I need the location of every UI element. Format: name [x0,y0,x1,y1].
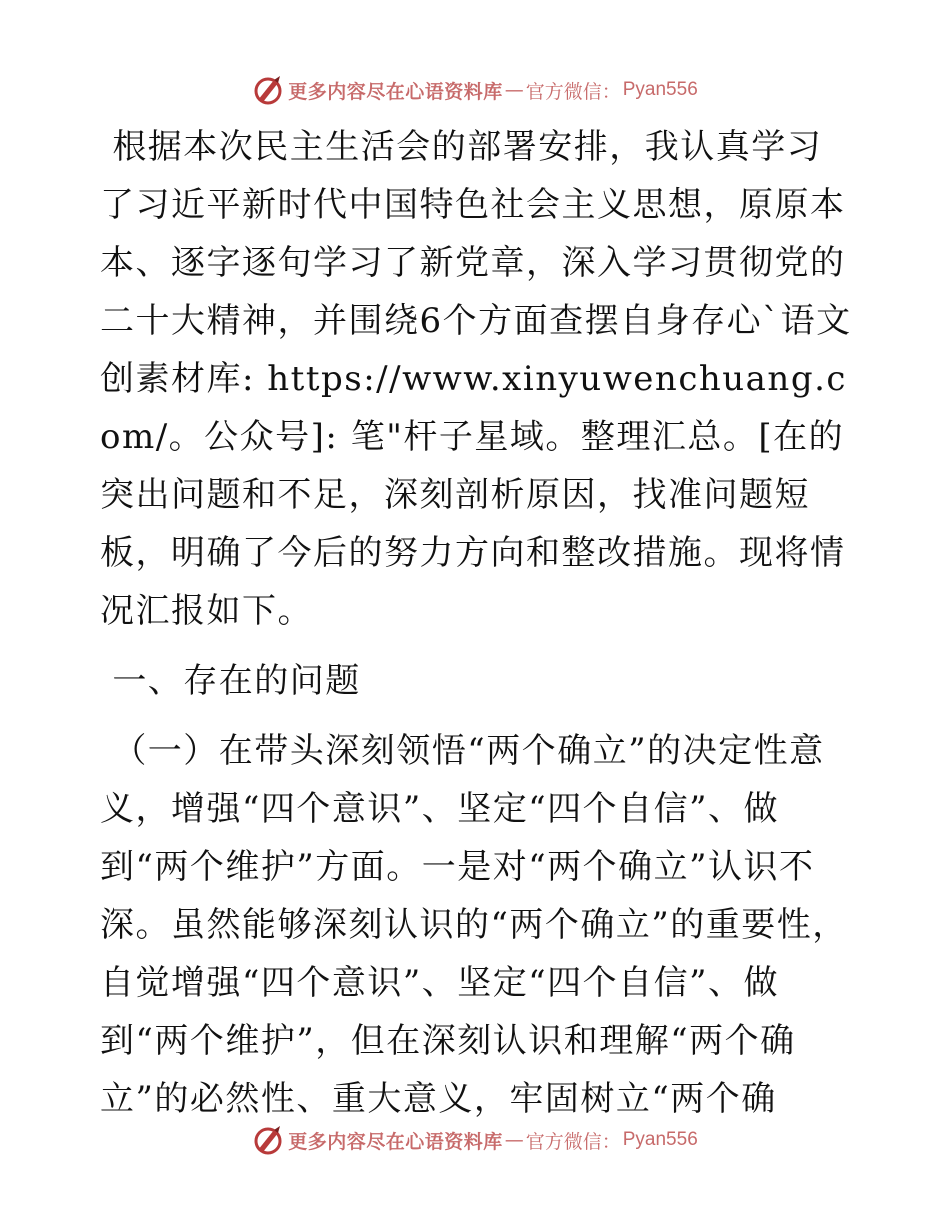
document-body [100,118,852,1128]
banner-text: 更多内容尽在心语资料库 [288,80,503,103]
banner-separator: — [504,79,524,101]
header-banner [0,70,950,110]
quill-seal-icon [252,74,284,106]
section-heading: 一、存在的问题 [100,661,361,701]
banner-text: 更多内容尽在心语资料库 [288,1130,503,1153]
banner-wechat-id: Pyan556 [622,79,698,100]
subsection-paragraph: （一）在带头深刻领悟“两个确立”的决定性意义，增强“四个意识”、坚定“四个自信”、做到“两个维护”方面。一是对“两个确立”认识不深。虽然能够深刻认识的“两个确立”的重要性，自觉增强“四个意识”、坚定“四个自信”、做到“两个维护”，但在深刻认识和理解“两个确立”的必然性、重大意义，牢固树立“两个确 [100,731,848,1119]
banner-label: 官方微信： [525,1130,621,1153]
banner-separator: — [504,1129,524,1151]
banner-label: 官方微信： [525,80,621,103]
intro-paragraph: 根据本次民主生活会的部署安排，我认真学习了习近平新时代中国特色社会主义思想，原原本本、逐字逐句学习了新党章，深入学习贯彻党的二十大精神，并围绕6个方面查摆自身存心`语文创素材库: https://www.xinyuwenchuang.com/。公众号]: 笔"杆子星域。整理汇总。[在的突出问题和不足，深刻剖析原因，找准问题短板，明确了今后的努力方向和整改措施。现将情况汇报如下。 [100,127,852,631]
footer-banner [0,1120,950,1160]
quill-seal-icon [252,1124,284,1156]
banner-wechat-id: Pyan556 [622,1129,698,1150]
